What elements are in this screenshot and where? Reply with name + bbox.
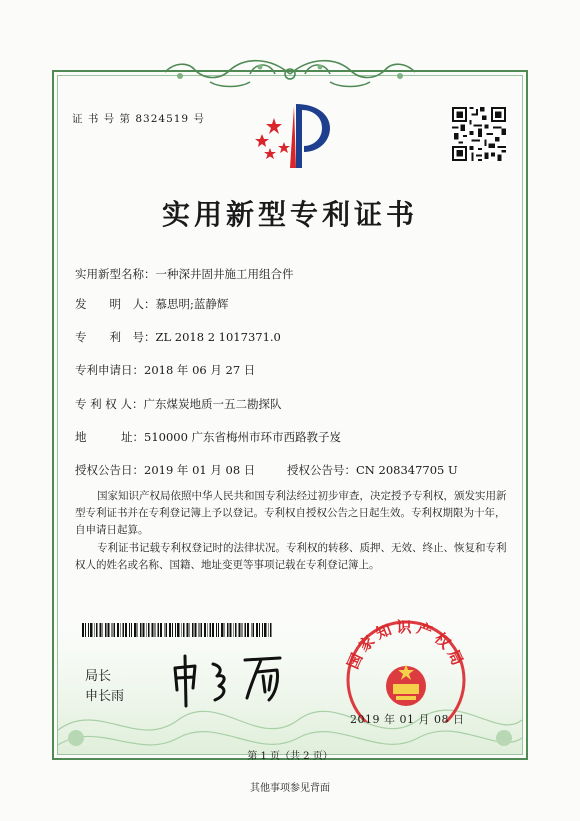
barcode-bar [235,623,236,637]
barcode-bar [160,623,162,637]
barcode-bar [103,623,104,637]
patent-number-label: 专 利 号： [75,330,156,344]
barcode-bar [108,623,110,637]
barcode-bar [183,623,184,637]
barcode-bar [94,623,95,637]
barcode-bar [90,623,92,637]
legal-status-paragraph [75,540,507,574]
barcode-bar [105,623,106,637]
barcode-bar [134,623,136,637]
barcode-bar [247,623,249,637]
director-signature [165,650,295,710]
barcode-bar [190,623,191,637]
utility-model-name-value: 一种深井固井施工用组合件 [155,267,294,281]
utility-model-name-label: 实用新型名称： [75,267,156,281]
barcode-bar [199,623,200,637]
grant-number-value: CN 208347705 U [356,463,458,477]
grant-date-row [75,462,255,478]
barcode-bar [140,623,141,637]
barcode-bar [212,623,214,637]
address-row [75,429,341,445]
barcode-bar [195,623,197,637]
barcode-bar [169,623,171,637]
barcode-bar [181,623,182,637]
barcode-bar [239,623,241,637]
patent-number-value: ZL 2018 2 1017371.0 [155,330,281,344]
barcode-bar [224,623,225,637]
barcode-bar [120,623,121,637]
svg-text:国家知识产权局 [344,618,468,672]
address-value: 510000 广东省梅州市环市西路教子岌 [144,430,342,444]
barcode-bar [113,623,114,637]
barcode-bar [99,623,101,637]
legal-status-text: 专利证书记载专利权登记时的法律状况。专利权的转移、质押、无效、终止、恢复和专利权人的姓名或名称、国籍、地址变更等事项记载在专利登记簿上。 [75,542,507,571]
utility-model-name-row [75,266,294,282]
barcode-bar [152,623,154,637]
barcode-bar [262,623,263,637]
barcode-bar [177,623,179,637]
barcode-bar [96,623,97,637]
barcode-bar [270,623,271,637]
barcode-bar [112,623,113,637]
barcode-bar [148,623,149,637]
footer-note: 其他事项参见背面 [250,783,330,794]
barcode-bar [164,623,165,637]
barcode-bar [229,623,231,637]
grant-date-value: 2019 年 01 月 08 日 [144,463,256,477]
barcode-bar [251,623,252,637]
barcode-bar [157,623,158,637]
barcode-bar [166,623,167,637]
official-seal-icon [338,612,473,722]
barcode-bar [200,623,201,637]
decision-paragraph [75,488,507,539]
barcode-bar [123,623,124,637]
qr-code-icon[interactable] [452,107,506,161]
director-name: 申长雨 [85,689,125,704]
barcode-bar [207,623,208,637]
barcode-bar [147,623,148,637]
top-ornament [150,52,430,92]
page-number: 第 1 页（共 2 页） [247,751,333,762]
barcode-bar [268,623,269,637]
grant-date-label: 授权公告日： [75,463,144,477]
inventor-value: 慕思明;蓝静辉 [155,297,229,311]
barcode-bar [155,623,156,637]
barcode-bar [210,623,211,637]
filing-date-row [75,362,255,378]
certificate-number: 证 书 号 第 8324519 号 [72,113,205,125]
barcode-bar [137,623,138,637]
seal-text: 国家知识产权局 [343,618,469,672]
barcode-bar [117,623,119,637]
patentee-row [75,396,281,412]
barcode-bar [242,623,243,637]
inventor-row [75,296,228,312]
grant-number-row [287,462,458,478]
barcode-bar [218,623,219,637]
barcode-bar [259,623,260,637]
director-title: 局长 [85,669,112,684]
barcode-bar [172,623,173,637]
decision-text: 国家知识产权局依照中华人民共和国专利法经过初步审查，决定授予专利权，颁发实用新型专利证书并在专利登记簿上予以登记。专利权自授权公告之日起生效。专利权期限为十年，自申请日起算。 [75,490,507,536]
barcode-bar [244,623,245,637]
barcode-bar [85,623,86,637]
patentee-value: 广东煤炭地质一五二勘探队 [143,397,282,411]
barcode-bar [227,623,228,637]
barcode-bar [131,623,132,637]
barcode-bar [253,623,254,637]
patent-number-row [75,329,281,345]
grant-number-label: 授权公告号： [287,463,356,477]
barcode-bar [175,623,176,637]
patentee-label: 专 利 权 人： [75,397,144,411]
barcode-bar [234,623,235,637]
barcode-bar [186,623,188,637]
barcode-bar [129,623,130,637]
filing-date-value: 2018 年 06 月 27 日 [144,363,256,377]
cnipa-emblem-icon [250,96,340,176]
address-label: 地 址： [75,430,144,444]
filing-date-label: 专利申请日： [75,363,144,377]
certificate-title: 实用新型专利证书 [161,198,418,231]
barcode-icon [82,623,272,637]
barcode-bar [82,623,84,637]
barcode-bar [192,623,193,637]
inventor-label: 发 明 人： [75,297,156,311]
barcode-bar [142,623,144,637]
barcode-bar [256,623,258,637]
barcode-bar [204,623,206,637]
barcode-bar [264,623,266,637]
barcode-bar [216,623,217,637]
barcode-bar [221,623,223,637]
barcode-bar [125,623,127,637]
barcode-bar [88,623,89,637]
seal-date: 2019 年 01 月 08 日 [350,713,465,726]
